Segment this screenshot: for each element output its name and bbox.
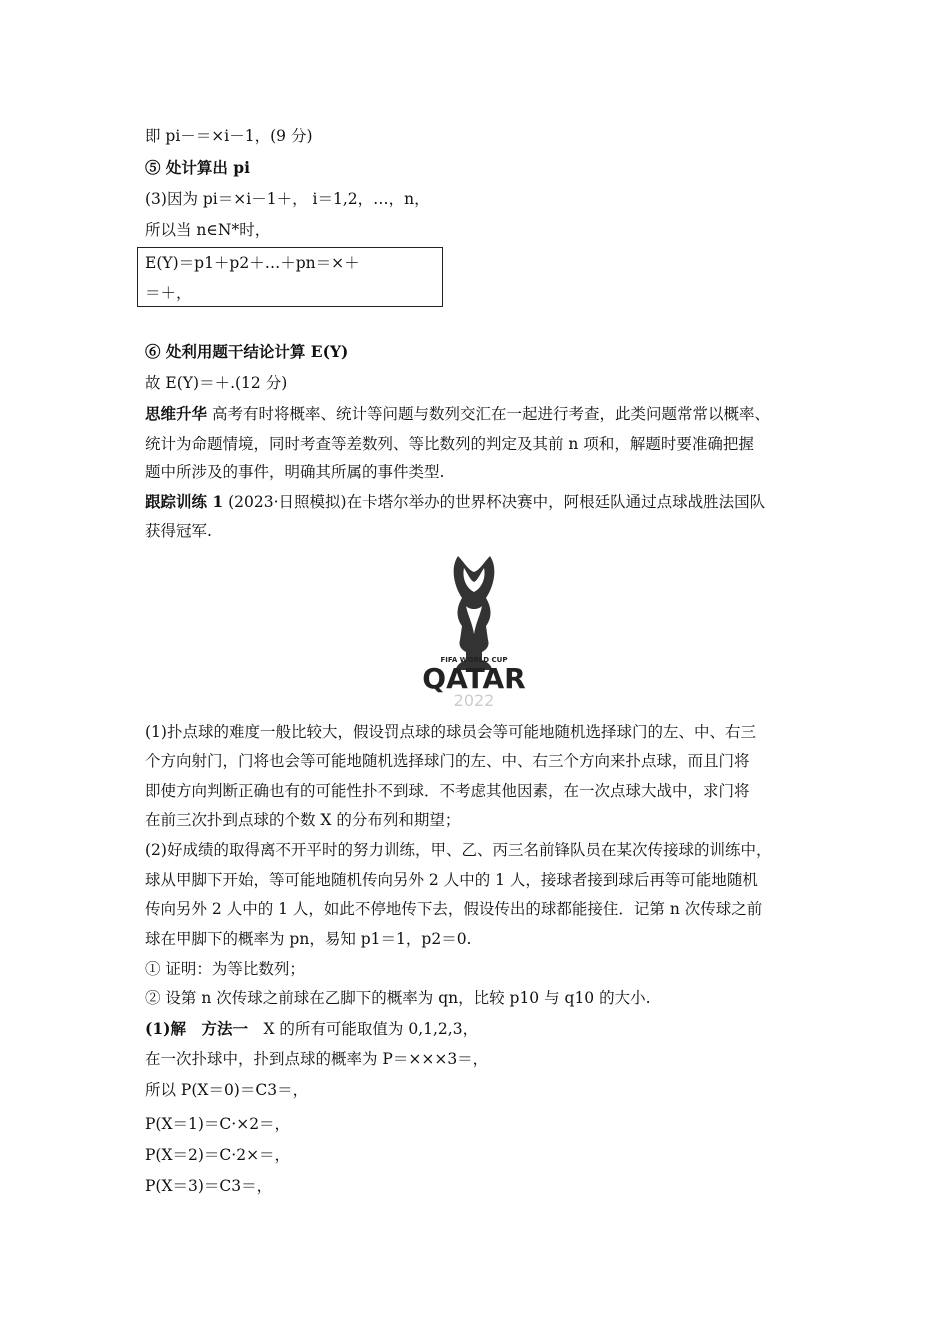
problem-line: (2)好成绩的取得离不开平时的努力训练，甲、乙、丙三名前锋队员在某次传接球的训练中， xyxy=(145,841,772,859)
problem-line: 个方向射门，门将也会等可能地随机选择球门的左、中、右三个方向来扑点球，而且门将 xyxy=(145,752,750,770)
world-cup-logo xyxy=(420,548,528,710)
text-line: 故 E(Y)＝＋.(12 分) xyxy=(145,374,288,392)
problem-line: 在前三次扑到点球的个数 X 的分布列和期望； xyxy=(145,811,461,829)
solution-line: 所以 P(X＝0)＝C3＝， xyxy=(145,1081,309,1099)
step-note: ⑤ 处计算出 pi xyxy=(145,158,251,177)
logo-wordmark: QATAR xyxy=(422,662,526,695)
problem-line: (1)扑点球的难度一般比较大，假设罚点球的球员会等可能地随机选择球门的左、中、右三 xyxy=(145,723,756,741)
problem-line: ② 设第 n 次传球之前球在乙脚下的概率为 qn，比较 p10 与 q10 的大小. xyxy=(145,989,651,1007)
problem-line: 传向另外 2 人中的 1 人，如此不停地传下去，假设传出的球都能接住．记第 n 次传球之前 xyxy=(145,900,763,918)
exercise-label: 跟踪训练 1 xyxy=(145,492,224,511)
solution-line xyxy=(145,1019,478,1039)
problem-line: 即使方向判断正确也有的可能性扑不到球．不考虑其他因素，在一次点球大战中，求门将 xyxy=(145,782,750,800)
problem-line: 球在甲脚下的概率为 pn，易知 p1＝1，p2＝0. xyxy=(145,930,472,948)
problem-line: ① 证明：为等比数列； xyxy=(145,960,305,978)
logo-year: 2022 xyxy=(453,691,495,710)
step-note: ⑥ 处利用题干结论计算 E(Y) xyxy=(145,342,349,361)
text-line: 即 pi－＝×i－1，(9 分) xyxy=(145,127,313,145)
solution-line: 在一次扑球中，扑到点球的概率为 P＝×××3＝， xyxy=(145,1050,489,1068)
text-line: (3)因为 pi＝×i－1＋， i＝1,2，…，n， xyxy=(145,190,430,208)
solution-label: (1)解 方法一 xyxy=(145,1019,248,1038)
exercise-text: (2023·日照模拟)在卡塔尔举办的世界杯决赛中，阿根廷队通过点球战胜法国队 xyxy=(228,493,766,511)
trophy-icon xyxy=(420,548,528,710)
box-line: ＝＋， xyxy=(145,284,192,302)
text-line: 统计为命题情境，同时考查等差数列、等比数列的判定及其前 n 项和，解题时要准确把握 xyxy=(145,435,754,453)
solution-line: P(X＝1)＝C·×2＝， xyxy=(145,1115,291,1133)
solution-line: P(X＝2)＝C·2×＝， xyxy=(145,1146,291,1164)
text-line: 所以当 n∈N*时， xyxy=(145,221,271,239)
solution-line: P(X＝3)＝C3＝， xyxy=(145,1177,273,1195)
summary-label: 思维升华 xyxy=(145,404,208,423)
logo-caption: FIFA WORLD CUP xyxy=(440,656,508,664)
problem-line: 球从甲脚下开始，等可能地随机传向另外 2 人中的 1 人，接球者接到球后再等可能地随机 xyxy=(145,871,758,889)
text-line: 题中所涉及的事件，明确其所属的事件类型. xyxy=(145,463,445,481)
solution-text: X 的所有可能取值为 0,1,2,3， xyxy=(263,1020,479,1038)
box-line: E(Y)＝p1＋p2＋…＋pn＝×＋ xyxy=(145,254,360,272)
exercise-line xyxy=(145,492,765,512)
summary-text: 高考有时将概率、统计等问题与数列交汇在一起进行考查，此类问题常常以概率、 xyxy=(211,405,770,423)
summary-line xyxy=(145,404,770,424)
text-line: 获得冠军. xyxy=(145,522,212,540)
